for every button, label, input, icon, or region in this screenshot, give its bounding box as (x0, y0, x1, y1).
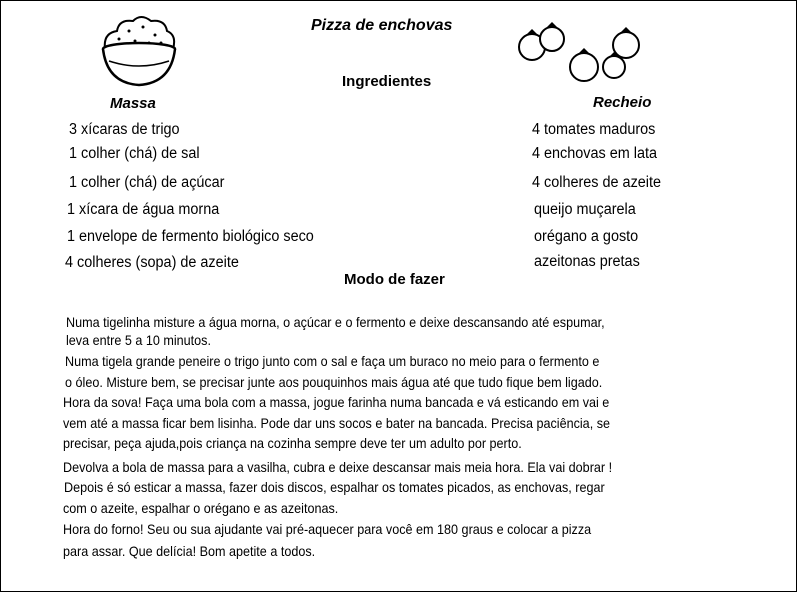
method-line: Depois é só esticar a massa, fazer dois discos, espalhar os tomates picados, as enchovas, regar (64, 479, 605, 495)
method-line: Numa tigelinha misture a água morna, o açúcar e o fermento e deixe descansando até espumar, (66, 314, 605, 330)
method-line: Hora do forno! Seu ou sua ajudante vai pré-aquecer para você em 180 graus e colocar a pizza (63, 521, 592, 537)
method-line: leva entre 5 a 10 minutos. (66, 332, 211, 348)
list-item: 4 colheres (sopa) de azeite (65, 254, 239, 271)
list-item: 4 tomates maduros (532, 121, 656, 138)
list-item: queijo muçarela (534, 201, 636, 218)
recipe-title: Pizza de enchovas (311, 17, 453, 34)
method-line: com o azeite, espalhar o orégano e as azeitonas. (63, 500, 339, 516)
list-item: 1 colher (chá) de sal (69, 145, 200, 162)
tomatoes-illustration (516, 17, 646, 85)
list-item: 3 xícaras de trigo (69, 121, 180, 138)
recheio-heading: Recheio (593, 94, 652, 111)
list-item: orégano a gosto (534, 228, 639, 245)
list-item: 1 envelope de fermento biológico seco (67, 228, 314, 245)
list-item: 1 xícara de água morna (67, 201, 220, 218)
list-item: 1 colher (chá) de açúcar (69, 174, 225, 191)
method-line: Hora da sova! Faça uma bola com a massa, jogue farinha numa bancada e vá esticando em vai e (63, 394, 610, 410)
method-heading: Modo de fazer (344, 271, 445, 288)
list-item: 4 colheres de azeite (532, 174, 662, 191)
list-item: azeitonas pretas (534, 253, 640, 270)
method-line: Devolva a bola de massa para a vasilha, cubra e deixe descansar mais meia hora. Ela vai dobrar ! (63, 459, 613, 475)
bowl-illustration (99, 11, 179, 89)
method-line: para assar. Que delícia! Bom apetite a todos. (63, 543, 316, 559)
method-line: o óleo. Misture bem, se precisar junte aos pouquinhos mais água até que tudo fique bem ligado. (65, 374, 603, 390)
ingredients-heading: Ingredientes (342, 73, 432, 90)
method-line: vem até a massa ficar bem lisinha. Pode dar uns socos e bater na bancada. Precisa paciência, se (63, 415, 611, 431)
method-line: Numa tigela grande peneire o trigo junto com o sal e faça um buraco no meio para o fermento e (65, 353, 600, 369)
massa-heading: Massa (110, 95, 156, 112)
method-line: precisar, peça ajuda,pois criança na cozinha sempre deve ter um adulto por perto. (63, 435, 522, 451)
list-item: 4 enchovas em lata (532, 145, 658, 162)
